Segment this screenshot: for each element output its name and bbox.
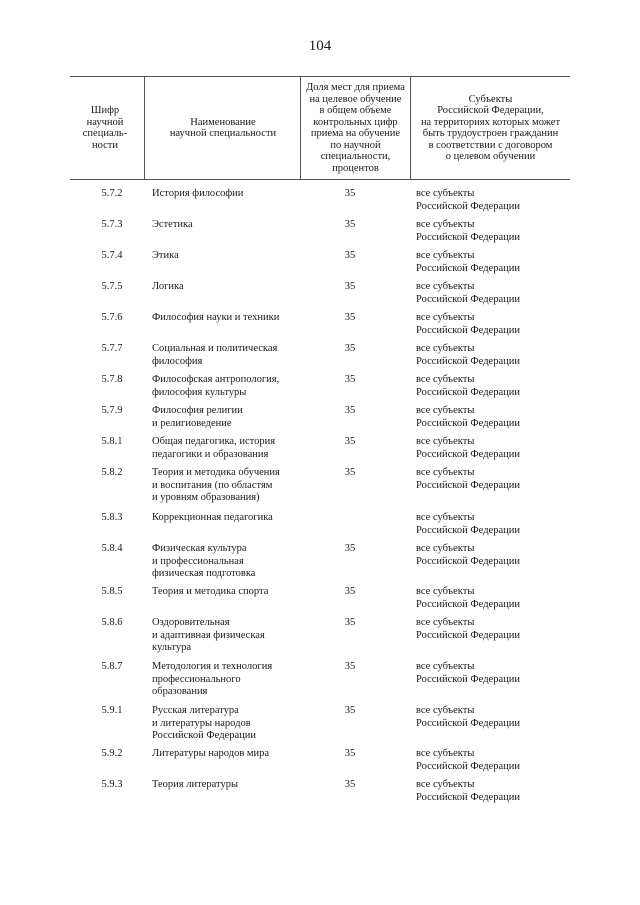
row-code: 5.7.6: [101, 312, 123, 323]
row-name: История философии: [152, 188, 244, 199]
row-regions: все субъекты Российской Федерации: [416, 543, 520, 567]
header-percent: Доля мест для приема на целевое обучение в общем объеме контрольных цифр приема на обучение по научной специальности, процентов: [306, 82, 405, 174]
row-regions: все субъекты Российской Федерации: [416, 250, 520, 274]
table-header: [70, 76, 570, 180]
header-regions: Субъекты Российской Федерации, на территориях которых может быть трудоустроен гражданин в соответствии с договором о целевом обучении: [420, 93, 561, 162]
row-code: 5.7.2: [101, 188, 123, 199]
row-regions: все субъекты Российской Федерации: [416, 374, 520, 398]
row-percent: 35: [344, 312, 356, 323]
row-percent: 35: [344, 436, 356, 447]
row-percent: 35: [344, 586, 356, 597]
row-percent: 35: [344, 405, 356, 416]
row-name: Философия науки и техники: [152, 312, 280, 323]
row-code: 5.7.4: [101, 250, 123, 261]
row-regions: все субъекты Российской Федерации: [416, 779, 520, 803]
row-regions: все субъекты Российской Федерации: [416, 617, 520, 641]
row-code: 5.8.6: [101, 617, 123, 628]
row-code: 5.7.9: [101, 405, 123, 416]
row-name: Оздоровительная и адаптивная физическая культура: [152, 617, 265, 653]
row-name: Литературы народов мира: [152, 748, 270, 759]
row-regions: все субъекты Российской Федерации: [416, 405, 520, 429]
row-percent: 35: [344, 543, 356, 554]
row-regions: все субъекты Российской Федерации: [416, 436, 520, 460]
row-code: 5.8.3: [101, 512, 123, 523]
row-name: Логика: [152, 281, 184, 292]
row-percent: 35: [344, 779, 356, 790]
row-regions: все субъекты Российской Федерации: [416, 661, 520, 685]
row-regions: все субъекты Российской Федерации: [416, 705, 520, 729]
row-percent: 35: [344, 343, 356, 354]
row-name: Русская литература и литературы народов Российской Федерации: [152, 705, 256, 741]
row-regions: все субъекты Российской Федерации: [416, 188, 520, 212]
row-percent: 35: [344, 705, 356, 716]
row-code: 5.8.4: [101, 543, 123, 554]
row-percent: 35: [344, 617, 356, 628]
row-regions: все субъекты Российской Федерации: [416, 748, 520, 772]
row-name: Теория литературы: [152, 779, 238, 790]
row-code: 5.9.2: [101, 748, 123, 759]
row-code: 5.8.2: [101, 467, 123, 478]
row-regions: все субъекты Российской Федерации: [416, 467, 520, 491]
row-code: 5.9.1: [101, 705, 123, 716]
row-percent: 35: [344, 661, 356, 672]
row-regions: все субъекты Российской Федерации: [416, 281, 520, 305]
row-name: Социальная и политическая философия: [152, 343, 278, 367]
row-percent: 35: [344, 219, 356, 230]
header-name: Наименование научной специальности: [169, 116, 277, 139]
row-name: Теория и методика обучения и воспитания (по областям и уровням образования): [152, 467, 280, 503]
row-percent: 35: [344, 467, 356, 478]
row-name: Методология и технология профессионального образования: [152, 661, 273, 697]
row-name: Философская антропология, философия культуры: [152, 374, 280, 398]
row-name: Коррекционная педагогика: [152, 512, 273, 523]
row-percent: 35: [344, 188, 356, 199]
row-code: 5.8.1: [101, 436, 123, 447]
row-percent: 35: [344, 250, 356, 261]
row-code: 5.8.5: [101, 586, 123, 597]
row-name: Общая педагогика, история педагогики и образования: [152, 436, 276, 460]
page-number: 104: [308, 38, 332, 54]
row-code: 5.7.3: [101, 219, 123, 230]
header-divider: [144, 77, 145, 179]
row-code: 5.7.5: [101, 281, 123, 292]
row-name: Философия религии и религиоведение: [152, 405, 243, 429]
row-code: 5.7.7: [101, 343, 123, 354]
row-name: Эстетика: [152, 219, 193, 230]
row-name: Теория и методика спорта: [152, 586, 269, 597]
row-regions: все субъекты Российской Федерации: [416, 219, 520, 243]
row-percent: 35: [344, 281, 356, 292]
row-code: 5.8.7: [101, 661, 123, 672]
row-regions: все субъекты Российской Федерации: [416, 312, 520, 336]
row-percent: 35: [344, 374, 356, 385]
header-code: Шифр научной специаль- ности: [82, 105, 128, 151]
row-name: Этика: [152, 250, 179, 261]
row-percent: 35: [344, 748, 356, 759]
row-regions: все субъекты Российской Федерации: [416, 586, 520, 610]
row-name: Физическая культура и профессиональная физическая подготовка: [152, 543, 256, 579]
row-regions: все субъекты Российской Федерации: [416, 512, 520, 536]
row-code: 5.9.3: [101, 779, 123, 790]
row-regions: все субъекты Российской Федерации: [416, 343, 520, 367]
row-code: 5.7.8: [101, 374, 123, 385]
